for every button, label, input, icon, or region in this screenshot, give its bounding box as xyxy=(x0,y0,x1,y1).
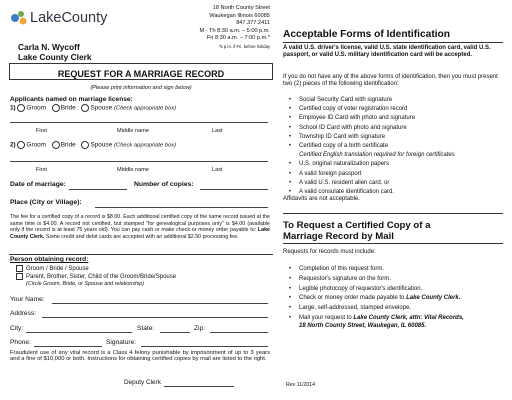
place-label: Place (City or Village): xyxy=(10,199,82,206)
person-option-1-label: Groom / Bride / Spouse xyxy=(26,266,89,273)
deputy-clerk-field[interactable] xyxy=(164,386,234,387)
fee-text: The fee for a certified copy of a record is $8.00. Each additional certified copy of the same record issued at the same time is $4.00. A record not certified, but stamped "for genealogical purposes only" is $4.00 (available only if the record is at least 75 years old). You can pay cash or make check or money order payable to: xyxy=(10,214,270,234)
applicant-2-role xyxy=(10,141,176,149)
date-of-marriage-label: Date of marriage: xyxy=(10,181,66,188)
id-alternative: If you do not have any of the above forms of identification, then you must present two (2) pieces of the following identification: xyxy=(283,74,498,88)
id-heading xyxy=(283,24,503,43)
applicant-1-name-field[interactable] xyxy=(10,122,268,123)
office-address xyxy=(140,5,270,51)
mail-payee: Lake County Clerk. xyxy=(406,295,461,302)
number-of-copies-label: Number of copies: xyxy=(134,181,194,188)
date-of-marriage-field[interactable] xyxy=(69,189,127,190)
fee-payee: Lake County Clerk. xyxy=(10,227,270,240)
col-first: First xyxy=(36,128,47,134)
list-item xyxy=(287,294,503,302)
bride-radio[interactable] xyxy=(52,141,60,149)
person-option-2-label: Parent, Brother, Sister, Child of the Groom/Bride/Spouse xyxy=(26,274,177,281)
list-item: • Township ID Card with signature xyxy=(287,134,503,142)
fee-tail: Some credit and debit cards are accepted with an additional $2.50 processing fee. xyxy=(45,233,239,240)
your-name-label: Your Name: xyxy=(10,296,45,303)
address-line: 18 North County Street xyxy=(212,5,270,11)
form-instruction: (Please print information and sign below) xyxy=(90,85,192,91)
mail-heading-rule xyxy=(283,243,503,244)
person-option-2-checkbox[interactable] xyxy=(16,273,23,280)
phone-field[interactable] xyxy=(34,346,102,347)
person-option-2-note: (Circle Groom, Bride, or Spouse and relationship) xyxy=(26,281,145,287)
revision-label: Rev 11/2014 xyxy=(286,382,316,388)
hours-note: *5 p.m. if Fri. before holiday xyxy=(218,43,270,49)
groom-radio[interactable] xyxy=(17,104,25,112)
col-middle: Middle name xyxy=(117,167,150,173)
mail-heading xyxy=(283,220,503,243)
state-field[interactable] xyxy=(160,332,190,333)
list-item: • School ID Card with photo and signature xyxy=(287,125,503,133)
list-item: • Certified copy of a birth certificate xyxy=(287,143,503,151)
mail-check-text: Check or money order made payable to xyxy=(299,295,405,302)
address-label: Address: xyxy=(10,310,37,317)
list-item xyxy=(287,314,503,330)
id-list xyxy=(287,97,503,198)
list-item: • Employee ID Card with photo and signature xyxy=(287,115,503,123)
hours-line: M - Th 8:30 a.m. – 5:00 p.m. xyxy=(199,27,270,34)
check-note: (Check appropriate box) xyxy=(113,105,177,112)
fraud-warning: Fraudulent use of any vital record is a Class 4 felony punishable by imprisonment of up to 3 years and a fine of $10,000 or both. Instructions for obtaining certified copies by mail are listed to the right. xyxy=(10,350,270,363)
logo-text: LakeCounty xyxy=(30,10,108,26)
fee-paragraph xyxy=(10,214,270,240)
translation-note: Certified English translation required for foreign certificates xyxy=(299,152,455,159)
lake-county-logo xyxy=(10,9,120,27)
city-label: City: xyxy=(10,325,24,332)
bride-label: Bride xyxy=(60,104,76,112)
signature-field[interactable] xyxy=(141,346,268,347)
mail-address-2: 18 North County Street, Waukegan, IL 60085. xyxy=(299,323,427,330)
groom-label: Groom xyxy=(26,104,46,112)
person-obtaining-section xyxy=(9,254,273,255)
id-heading-text: Acceptable Forms of Identification xyxy=(283,29,450,40)
bride-label: Bride xyxy=(60,141,76,149)
spouse-label: Spouse xyxy=(90,104,113,112)
logo-mark-icon xyxy=(10,9,30,27)
city-field[interactable] xyxy=(26,332,132,333)
mail-address-1: Lake County Clerk, attn: Vital Records, xyxy=(353,314,464,321)
person-option-1 xyxy=(16,265,89,272)
applicant-1-role xyxy=(10,104,176,112)
your-name-field[interactable] xyxy=(52,303,268,304)
person-option-1-checkbox[interactable] xyxy=(16,265,23,272)
list-item: • Requestor's signature on the form. xyxy=(287,275,503,283)
list-item: • A valid foreign passport xyxy=(287,171,503,179)
id-intro: A valid U.S. driver's license, valid U.S. state identification card, valid U.S. passport, or valid U.S. military identification card will be accepted. xyxy=(283,45,491,59)
deputy-clerk-label: Deputy Clerk xyxy=(124,379,161,386)
form-title: REQUEST FOR A MARRIAGE RECORD xyxy=(57,69,225,79)
signature-label: Signature: xyxy=(106,339,137,346)
place-field[interactable] xyxy=(95,207,268,208)
col-first: First xyxy=(36,167,47,173)
check-note: (Check appropriate box) xyxy=(113,142,177,149)
bride-radio[interactable] xyxy=(52,104,60,112)
spouse-label: Spouse xyxy=(90,141,113,149)
mail-section-divider xyxy=(283,213,503,214)
hours-line: Fri 8:30 a.m. – 7:00 p.m.* xyxy=(206,35,270,42)
mail-to-text: Mail your request to xyxy=(299,314,352,321)
list-item: • A valid consulate identification card. xyxy=(287,189,503,197)
list-item: • Large, self-addressed, stamped envelope. xyxy=(287,304,503,312)
applicant-2-num: 2) xyxy=(10,141,16,149)
mail-heading-line-2: Marriage Record by Mail xyxy=(283,231,394,243)
person-option-2 xyxy=(16,273,176,280)
col-last: Last xyxy=(212,167,223,173)
col-last: Last xyxy=(212,128,223,134)
col-middle: Middle name xyxy=(117,128,150,134)
applicants-label: Applicants named on marriage license: xyxy=(10,96,133,103)
address-field[interactable] xyxy=(42,317,268,318)
person-obtaining-label: Person obtaining record: xyxy=(10,256,89,263)
clerk-title: Lake County Clerk xyxy=(18,52,92,62)
list-item: • Certified copy of voter registration record xyxy=(287,106,503,114)
list-item: • Completion of this request form. xyxy=(287,265,503,273)
zip-label: Zip: xyxy=(194,325,205,332)
list-item: • U.S. original naturalization papers xyxy=(287,161,503,169)
form-title-box xyxy=(9,63,273,80)
clerk-name: Carla N. Wycoff xyxy=(18,42,80,52)
list-item: • Legible photocopy of requestor's identification. xyxy=(287,285,503,293)
state-label: State: xyxy=(137,325,155,332)
applicant-2-name-field[interactable] xyxy=(10,161,268,162)
applicant-1-num: 1) xyxy=(10,104,16,112)
affidavits-note: Affidavits are not acceptable. xyxy=(283,196,360,202)
mail-intro: Requests for records must include: xyxy=(283,249,376,255)
spouse-radio[interactable] xyxy=(81,141,89,149)
groom-label: Groom xyxy=(26,141,46,149)
mail-heading-line-1: To Request a Certified Copy of a xyxy=(283,220,431,231)
groom-radio[interactable] xyxy=(17,141,25,149)
spouse-radio[interactable] xyxy=(81,104,89,112)
number-of-copies-field[interactable] xyxy=(200,189,268,190)
list-item: • A valid U.S. resident alien card, or xyxy=(287,180,503,188)
list-item: • Social Security Card with signature xyxy=(287,97,503,105)
address-line: Waukegan Illinois 60085 xyxy=(209,12,270,19)
phone-line: 847.377.2411 xyxy=(236,20,270,27)
phone-label: Phone: xyxy=(10,339,31,346)
mail-list xyxy=(287,265,503,332)
zip-field[interactable] xyxy=(210,332,268,333)
